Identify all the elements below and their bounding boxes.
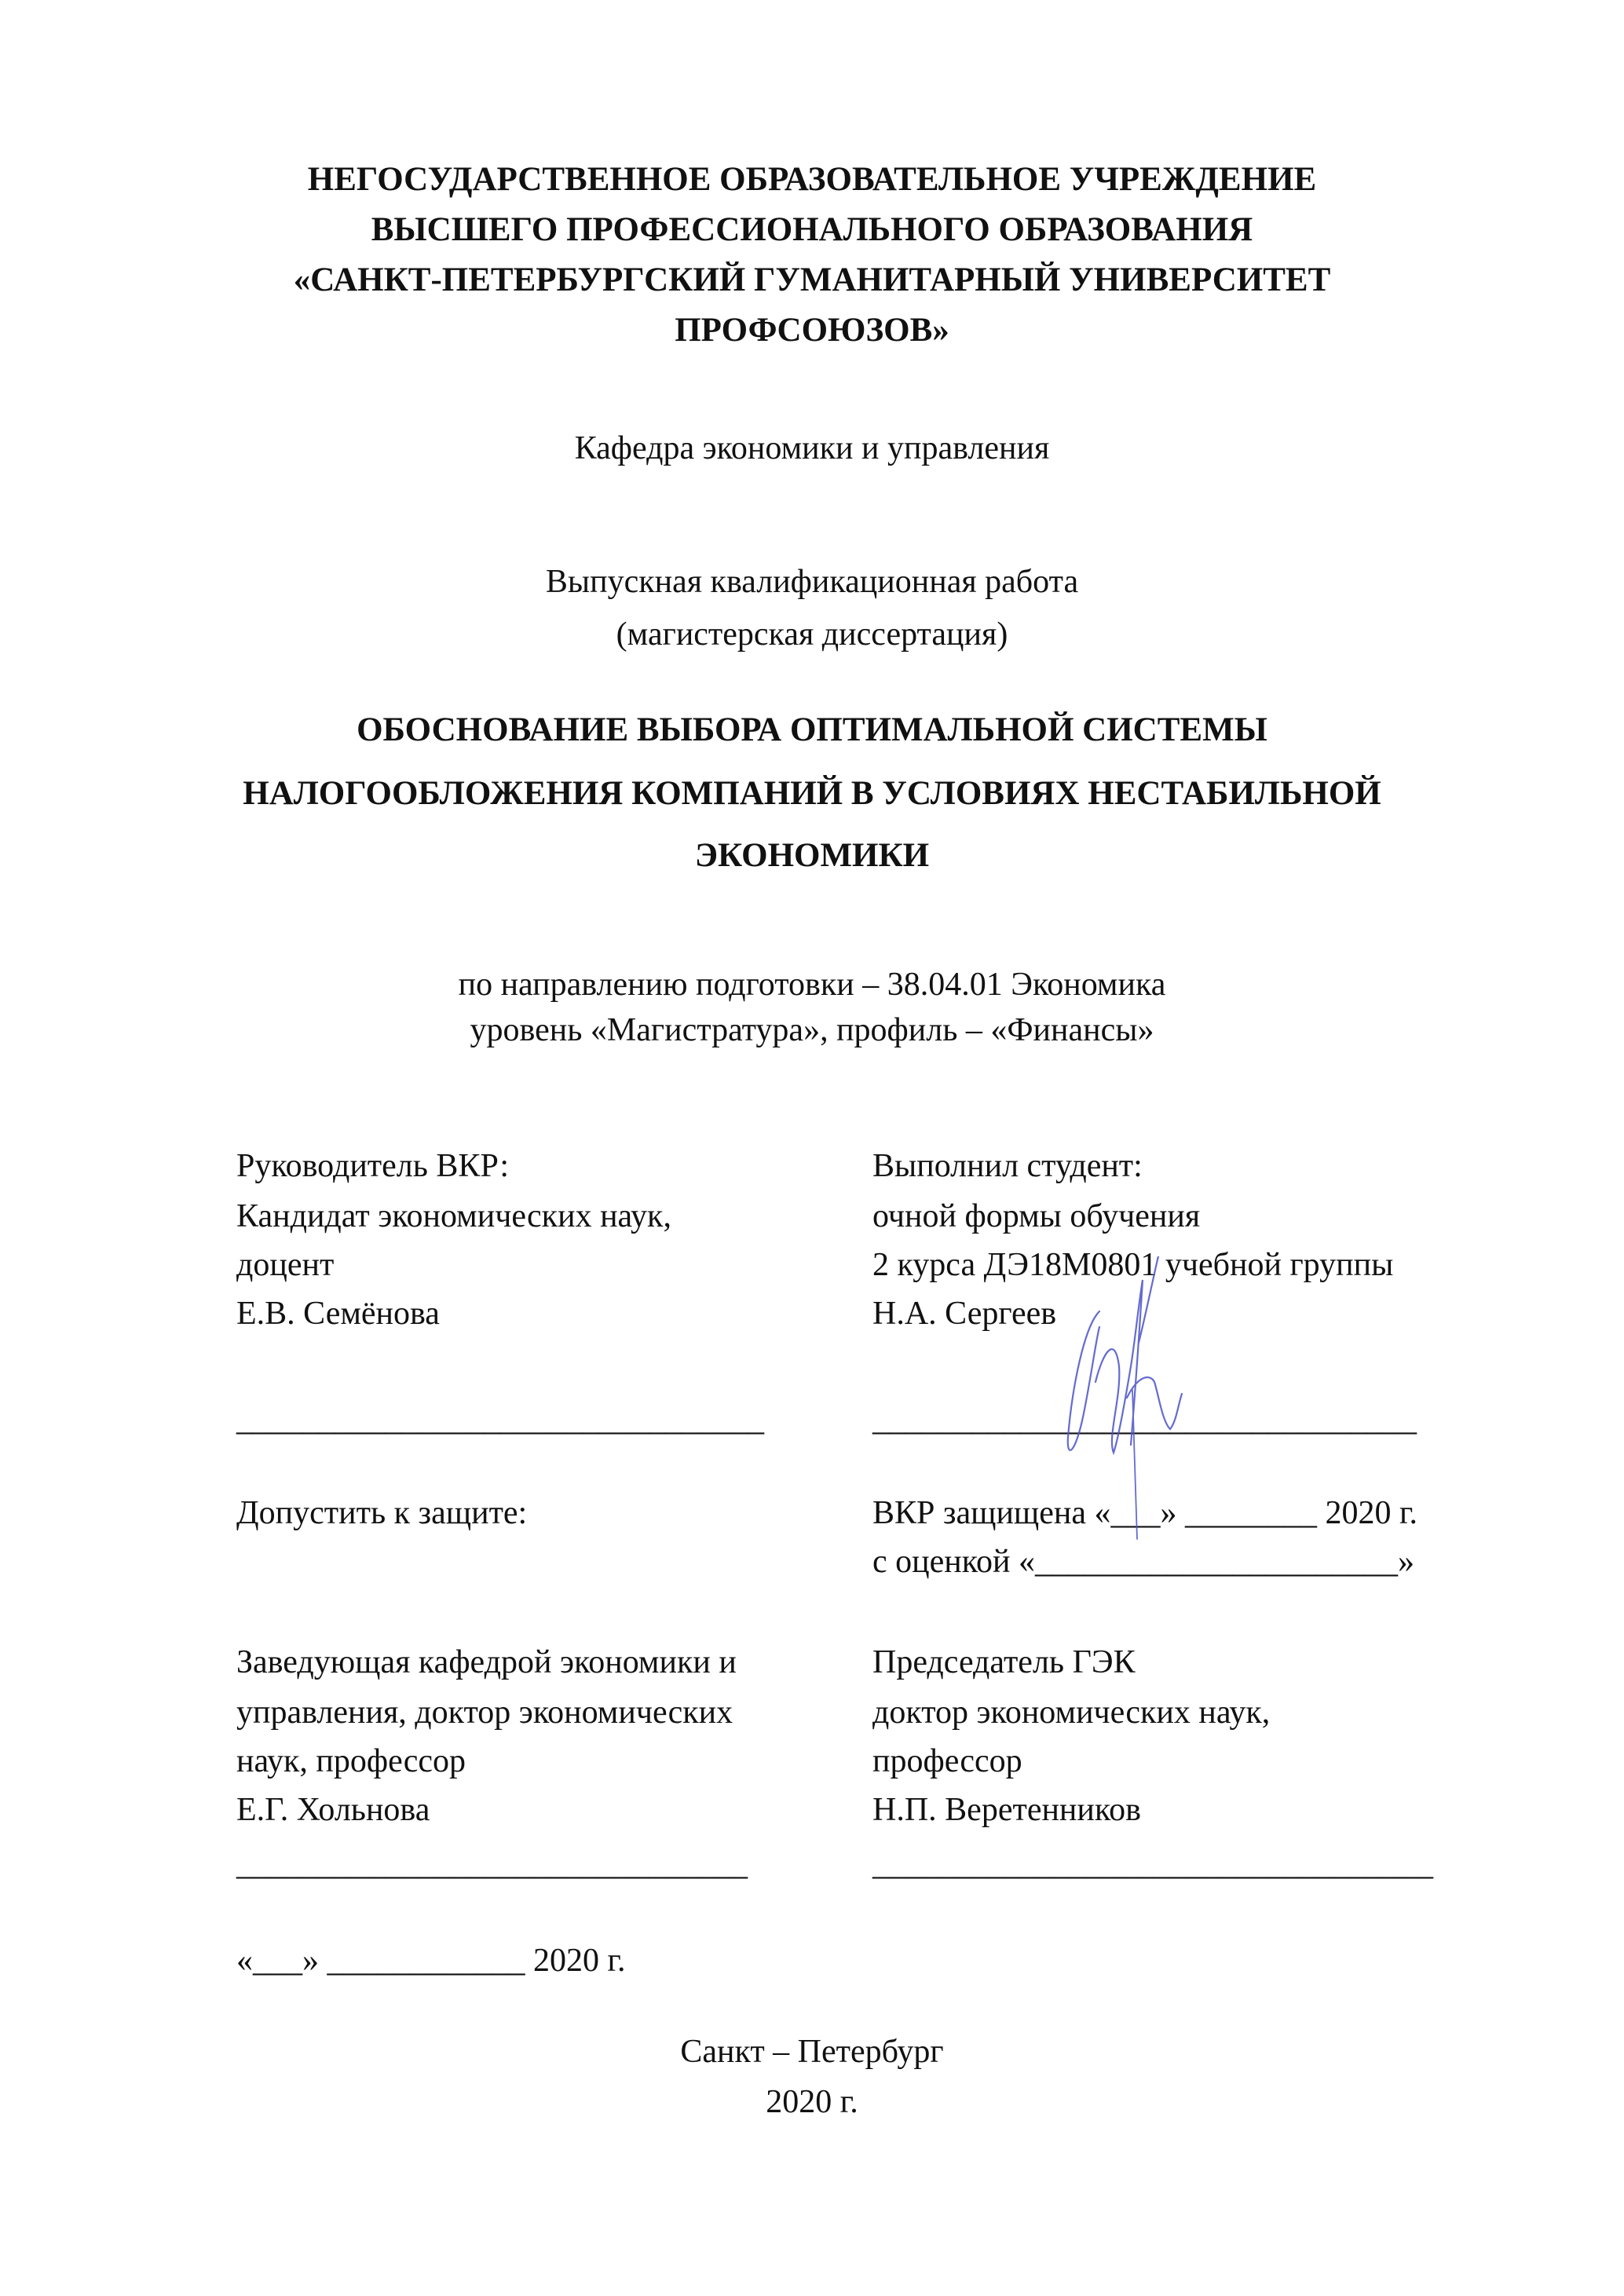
direction-line-1: по направлению подготовки – 38.04.01 Экономика — [458, 967, 1166, 1003]
work-type-line-2: (магистерская диссертация) — [616, 616, 1008, 653]
head-of-department-signature-line: _______________________________ — [236, 1846, 748, 1882]
student-label: Выполнил студент: — [872, 1148, 1143, 1184]
header-line-1: НЕГОСУДАРСТВЕННОЕ ОБРАЗОВАТЕЛЬНОЕ УЧРЕЖДЕНИЕ — [307, 161, 1317, 198]
student-group: 2 курса ДЭ18М0801 учебной группы — [872, 1247, 1394, 1283]
supervisor-label: Руководитель ВКР: — [236, 1148, 510, 1184]
student-signature — [1052, 1256, 1209, 1555]
header-line-4: ПРОФСОЮЗОВ» — [675, 312, 949, 349]
grade-line: с оценкой «______________________» — [872, 1544, 1414, 1580]
student-study-form: очной формы обучения — [872, 1198, 1201, 1234]
student-name: Н.А. Сергеев — [872, 1296, 1057, 1332]
head-of-department-title: наук, профессор — [236, 1743, 466, 1779]
head-of-department-position: Заведующая кафедрой экономики и — [236, 1644, 737, 1680]
header-line-3: «САНКТ-ПЕТЕРБУРГСКИЙ ГУМАНИТАРНЫЙ УНИВЕРСИТЕТ — [293, 261, 1331, 298]
chairman-position: Председатель ГЭК — [872, 1644, 1136, 1680]
chairman-signature-line: __________________________________ — [872, 1846, 1433, 1882]
student-signature-line: _________________________________ — [872, 1402, 1417, 1438]
work-type-line-1: Выпускная квалификационная работа — [545, 564, 1079, 600]
direction-line-2: уровень «Магистратура», профиль – «Финансы» — [470, 1012, 1154, 1048]
chairman-name: Н.П. Веретенников — [872, 1792, 1141, 1828]
chairman-title: профессор — [872, 1743, 1022, 1779]
date-line: «___» ____________ 2020 г. — [236, 1943, 626, 1979]
year: 2020 г. — [766, 2084, 858, 2120]
defended-line: ВКР защищена «___» ________ 2020 г. — [872, 1495, 1418, 1531]
supervisor-degree: Кандидат экономических наук, — [236, 1198, 671, 1234]
chairman-degree: доктор экономических наук, — [872, 1695, 1271, 1731]
supervisor-title: доцент — [236, 1247, 335, 1283]
head-of-department-name: Е.Г. Хольнова — [236, 1792, 430, 1828]
title-line-2: НАЛОГООБЛОЖЕНИЯ КОМПАНИЙ В УСЛОВИЯХ НЕСТАБИЛЬНОЙ — [243, 775, 1381, 812]
title-line-3: ЭКОНОМИКИ — [694, 837, 930, 874]
title-line-1: ОБОСНОВАНИЕ ВЫБОРА ОПТИМАЛЬНОЙ СИСТЕМЫ — [357, 711, 1267, 748]
supervisor-name: Е.В. Семёнова — [236, 1296, 440, 1332]
supervisor-signature-line: ________________________________ — [236, 1402, 764, 1438]
head-of-department-degree: управления, доктор экономических — [236, 1695, 733, 1731]
department: Кафедра экономики и управления — [574, 430, 1050, 466]
city: Санкт – Петербург — [680, 2034, 944, 2070]
header-line-2: ВЫСШЕГО ПРОФЕССИОНАЛЬНОГО ОБРАЗОВАНИЯ — [371, 211, 1253, 248]
admission-label: Допустить к защите: — [236, 1495, 528, 1531]
